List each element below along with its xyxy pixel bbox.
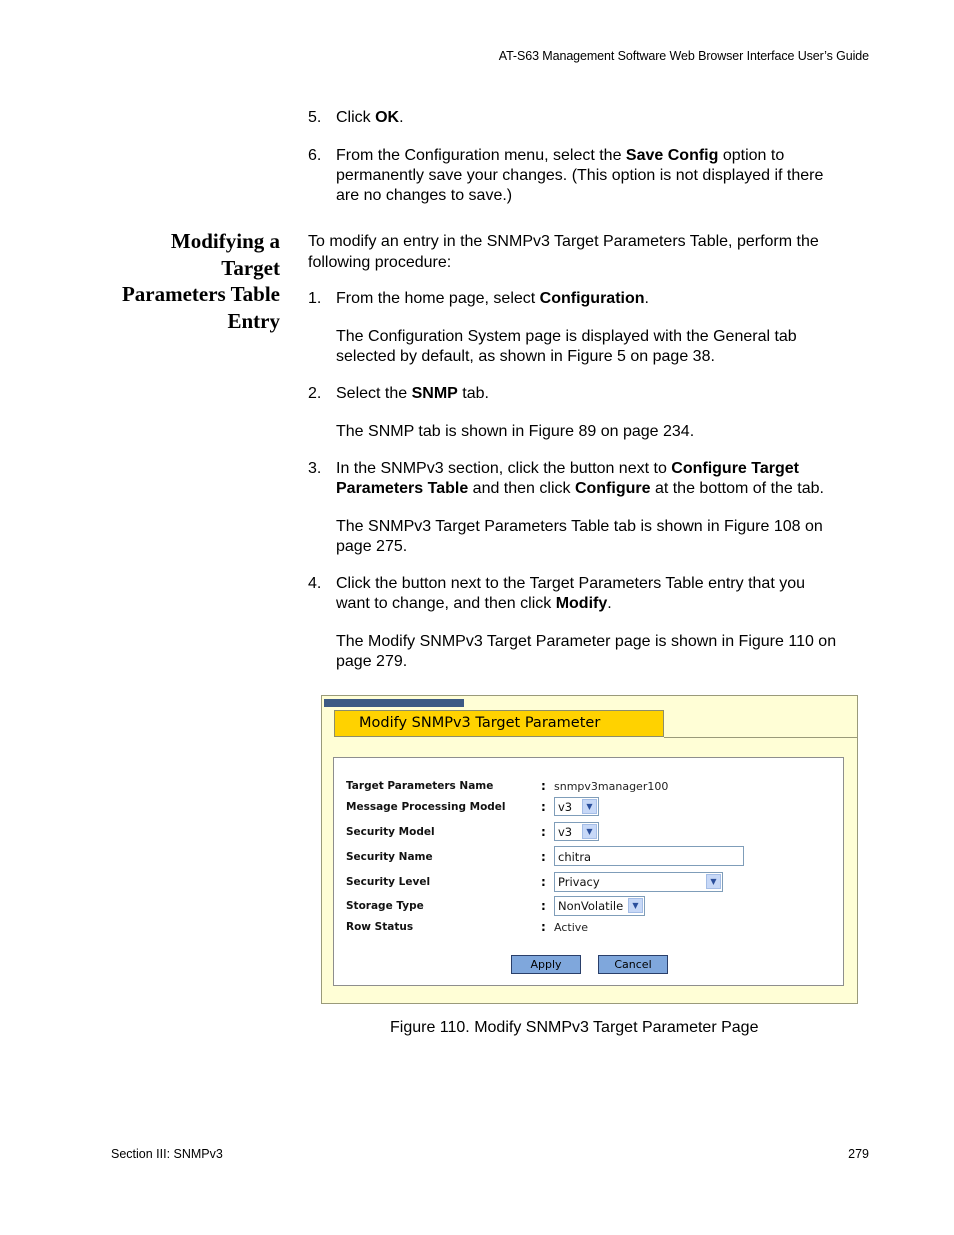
step-1-text: [336, 289, 876, 309]
row-security-name: [346, 846, 826, 868]
text-line: The Configuration System page is displayed with the General tab: [336, 328, 797, 345]
figure-screenshot: [321, 695, 858, 1004]
bold-term: SNMP: [411, 385, 458, 402]
chevron-down-icon[interactable]: ▼: [582, 799, 597, 814]
row-message-processing-model: [346, 797, 826, 819]
select-value: v3: [558, 825, 573, 839]
bold-term: OK: [375, 109, 400, 126]
target-parameters-name-value: snmpv3manager100: [554, 780, 669, 793]
text-line: To modify an entry in the SNMPv3 Target Parameters Table, perform the: [308, 233, 819, 250]
message-processing-model-select[interactable]: [554, 797, 599, 816]
field-colon: :: [541, 779, 546, 793]
bold-term: Configure: [574, 480, 651, 497]
step-number: 5.: [308, 109, 322, 126]
bold-term: Save Config: [625, 147, 719, 164]
step-2-text: [336, 384, 876, 404]
tab-modify-snmpv3-target-parameter[interactable]: Modify SNMPv3 Target Parameter: [334, 710, 664, 737]
text-line: permanently save your changes. (This option is not displayed if there: [336, 167, 824, 184]
figure-caption: Figure 110. Modify SNMPv3 Target Parameter Page: [390, 1019, 759, 1036]
text-run: want to change, and then click: [336, 595, 556, 612]
step-4-text: [336, 574, 876, 614]
form-panel: [333, 757, 844, 986]
field-colon: :: [541, 875, 546, 889]
text-run: option to: [718, 147, 785, 164]
step-6-text: [336, 146, 876, 206]
chevron-down-icon[interactable]: ▼: [706, 874, 721, 889]
select-value: Privacy: [558, 875, 600, 889]
text-line: following procedure:: [308, 254, 452, 271]
field-label: Target Parameters Name: [346, 780, 494, 792]
footer-section: Section III: SNMPv3: [111, 1147, 223, 1161]
text-run: From the Configuration menu, select the: [336, 147, 626, 164]
bold-term: Configure Target: [671, 460, 799, 477]
field-colon: :: [541, 899, 546, 913]
text-line: The Modify SNMPv3 Target Parameter page is shown in Figure 110 on: [336, 633, 837, 650]
text-line: [336, 479, 876, 499]
field-label: Storage Type: [346, 900, 424, 912]
text-run: Select the: [336, 385, 412, 402]
text-run: and then click: [468, 480, 575, 497]
bold-term: Parameters Table: [336, 480, 469, 497]
chevron-down-icon[interactable]: ▼: [582, 824, 597, 839]
text-run: .: [644, 290, 649, 307]
apply-button[interactable]: Apply: [511, 955, 581, 974]
footer-page-number: 279: [848, 1147, 869, 1161]
row-security-model: [346, 822, 826, 844]
security-model-select[interactable]: [554, 822, 599, 841]
security-name-input[interactable]: chitra: [554, 846, 744, 866]
security-level-select[interactable]: [554, 872, 723, 892]
bold-term: Configuration: [539, 290, 645, 307]
section-intro: [308, 231, 878, 273]
step-number: 4.: [308, 575, 322, 592]
field-label: Security Name: [346, 851, 433, 863]
step-1-note: [336, 327, 876, 367]
running-header: AT-S63 Management Software Web Browser Interface User’s Guide: [498, 49, 869, 63]
text-line: page 275.: [336, 538, 408, 555]
text-line: Click the button next to the Target Parameters Table entry that you: [336, 575, 806, 592]
select-value: NonVolatile: [558, 899, 624, 913]
field-colon: :: [541, 920, 546, 934]
field-label: Row Status: [346, 921, 414, 933]
step-number: 6.: [308, 147, 322, 164]
field-colon: :: [541, 825, 546, 839]
heading-line: Modifying a: [170, 229, 280, 253]
field-label: Message Processing Model: [346, 801, 506, 813]
cancel-button[interactable]: Cancel: [598, 955, 668, 974]
text-run: Click: [336, 109, 376, 126]
text-run: From the home page, select: [336, 290, 540, 307]
heading-line: Target: [221, 255, 280, 280]
section-heading: [80, 228, 280, 334]
heading-line: Parameters Table: [121, 282, 280, 306]
tab-divider: [664, 737, 857, 738]
step-number: 2.: [308, 385, 322, 402]
text-line: [336, 146, 876, 166]
step-number: 1.: [308, 290, 322, 307]
row-storage-type: [346, 896, 826, 918]
field-colon: :: [541, 850, 546, 864]
text-line: are no changes to save.): [336, 187, 513, 204]
text-run: at the bottom of the tab.: [650, 480, 824, 497]
text-run: .: [607, 595, 612, 612]
window-title-bar: [324, 699, 464, 707]
text-run: In the SNMPv3 section, click the button next to: [336, 460, 672, 477]
chevron-down-icon[interactable]: ▼: [628, 898, 643, 913]
text-line: [336, 459, 876, 479]
select-value: v3: [558, 800, 573, 814]
storage-type-select[interactable]: [554, 896, 645, 916]
step-3-note: [336, 517, 876, 557]
row-security-level: [346, 872, 826, 894]
row-row-status: [346, 917, 826, 939]
row-target-parameters-name: [346, 776, 826, 798]
text-line: The SNMPv3 Target Parameters Table tab is shown in Figure 108 on: [336, 518, 823, 535]
field-label: Security Level: [346, 876, 431, 888]
field-colon: :: [541, 800, 546, 814]
step-4-note: [336, 632, 876, 672]
step-number: 3.: [308, 460, 322, 477]
text-run: .: [399, 109, 404, 126]
step-5-text: [336, 108, 876, 128]
field-label: Security Model: [346, 826, 435, 838]
text-run: tab.: [457, 385, 489, 402]
text-line: selected by default, as shown in Figure 5 on page 38.: [336, 348, 715, 365]
step-2-note: The SNMP tab is shown in Figure 89 on page 234.: [336, 423, 695, 440]
step-3-text: [336, 459, 876, 499]
row-status-value: Active: [554, 921, 589, 934]
heading-line: Entry: [227, 308, 280, 333]
bold-term: Modify: [555, 595, 608, 612]
text-line: [336, 594, 876, 614]
text-line: page 279.: [336, 653, 408, 670]
